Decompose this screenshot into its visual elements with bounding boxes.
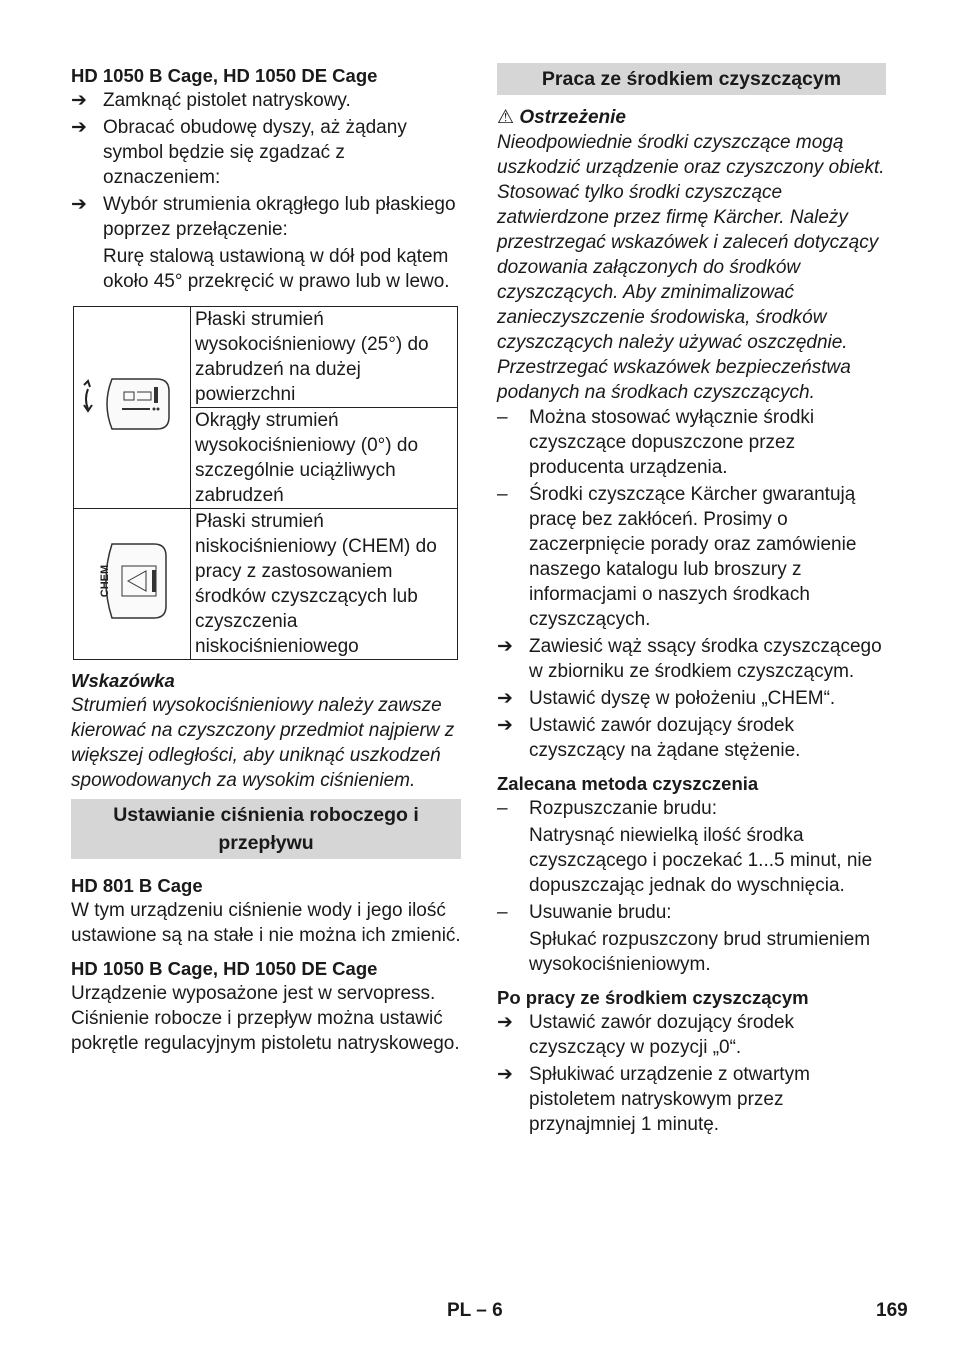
instruction-step: ➔ Zawiesić wąż ssący środka czyszczącego w zbiorniku ze środkiem czyszczącym. (497, 636, 882, 682)
list-item: – Środki czyszczące Kärcher gwarantują pracę bez zakłóceń. Prosimy o zaczerpnięcie porady oraz zamówienie naszego katalogu lub broszury z informacjami o naszych środkach czyszczących. (497, 484, 857, 630)
nozzle-highpressure-image (74, 307, 191, 509)
arrow-icon: ➔ (497, 1064, 513, 1085)
instruction-step: ➔ Wybór strumienia okrągłego lub płaskiego poprzez przełączenie: (71, 194, 456, 240)
nozzle-row-round-high: Okrągły strumień wysokociśnieniowy (0°) do szczególnie uciążliwych zabrudzeń (191, 408, 458, 509)
warning-heading: ⚠ Ostrzeżenie (497, 107, 626, 128)
warning-text: Nieodpowiednie środki czyszczące mogą uszkodzić urządzenie oraz czyszczony obiekt. Stosować tylko środki czyszczące zatwierdzone przez firmę Kärcher. Należy przestrzegać wskazówek i zaleceń dotyczący dozowania załączonych do środków czyszczących. Aby zminimalizować zanieczyszczenie środowiska, środków czyszczących należy używać oszczędnie. Przestrzegać wskazówek bezpieczeństwa podanych na środkach czyszczących. (497, 132, 885, 403)
nozzle-row-chem: Płaski strumień niskociśnieniowy (CHEM) do pracy z zastosowaniem środków czyszczących lub czyszczenia niskociśnieniowego (191, 509, 458, 660)
method-detail: Natrysnąć niewielką ilość środka czyszczącego i poczekać 1...5 minut, nie dopuszczając jednak do wyschnięcia. (529, 825, 873, 896)
right-column (497, 63, 886, 1139)
nozzle-chem-image (74, 509, 191, 660)
nozzle-symbol-table (73, 306, 458, 660)
nozzle-row-flat-high: Płaski strumień wysokociśnieniowy (25°) do zabrudzeń na dużej powierzchni (191, 307, 458, 408)
after-title: Po pracy ze środkiem czyszczącym (497, 987, 809, 1008)
arrow-icon: ➔ (71, 194, 87, 215)
method-detail: Spłukać rozpuszczony brud strumieniem wysokociśnieniowym. (529, 929, 871, 975)
left-column (71, 63, 461, 1056)
servopress-text: Urządzenie wyposażone jest w servopress. Ciśnienie robocze i przepływ można ustawić pokrętle regulacyjnym pistoletu natryskowego. (71, 983, 460, 1054)
list-item: – Rozpuszczanie brudu: (497, 798, 717, 819)
footer-locale: PL – 6 (447, 1300, 503, 1321)
arrow-icon: ➔ (497, 1012, 513, 1033)
section-title-hd801: HD 801 B Cage (71, 875, 203, 896)
page-number: 169 (876, 1300, 908, 1321)
instruction-step: ➔ Zamknąć pistolet natryskowy. (71, 90, 351, 111)
list-item: – Usuwanie brudu: (497, 902, 672, 923)
arrow-icon: ➔ (71, 117, 87, 138)
section-band-detergent: Praca ze środkiem czyszczącym (497, 63, 886, 95)
section-band-pressure: Ustawianie ciśnienia roboczego i przepływu (71, 799, 461, 859)
hd801-text: W tym urządzeniu ciśnienie wody i jego ilość ustawione są na stałe i nie można ich zmienić. (71, 900, 461, 946)
section-title-hd1050: HD 1050 B Cage, HD 1050 DE Cage (71, 65, 378, 86)
section-title-hd1050-pressure: HD 1050 B Cage, HD 1050 DE Cage (71, 958, 378, 979)
warning-icon: ⚠ (497, 107, 515, 128)
nozzle-chem-icon (82, 526, 182, 636)
instruction-step: ➔ Obracać obudowę dyszy, aż żądany symbol będzie się zgadzać z oznaczeniem: (71, 117, 407, 188)
hint-title: Wskazówka (71, 670, 175, 691)
instruction-step: ➔ Ustawić dyszę w położeniu „CHEM“. (497, 688, 836, 709)
nozzle-rotate-icon (82, 359, 182, 449)
hint-text: Strumień wysokociśnieniowy należy zawsze kierować na czyszczony przedmiot najpierw z większej odległości, aby uniknąć uszkodzeń spowodowanych za wysokim ciśnieniem. (71, 695, 455, 791)
chem-label: CHEM (99, 564, 111, 597)
arrow-icon: ➔ (497, 715, 513, 736)
method-title: Zalecana metoda czyszczenia (497, 773, 759, 794)
list-item: – Można stosować wyłącznie środki czyszczące dopuszczone przez producenta urządzenia. (497, 407, 815, 478)
instruction-step: ➔ Ustawić zawór dozujący środek czyszczący w pozycji „0“. (497, 1012, 795, 1058)
rotation-note: Rurę stalową ustawioną w dół pod kątem około 45° przekręcić w prawo lub w lewo. (103, 246, 450, 292)
arrow-icon: ➔ (497, 688, 513, 709)
arrow-icon: ➔ (497, 636, 513, 657)
instruction-step: ➔ Spłukiwać urządzenie z otwartym pistoletem natryskowym przez przynajmniej 1 minutę. (497, 1064, 810, 1135)
instruction-step: ➔ Ustawić zawór dozujący środek czyszczący na żądane stężenie. (497, 715, 801, 761)
arrow-icon: ➔ (71, 90, 87, 111)
